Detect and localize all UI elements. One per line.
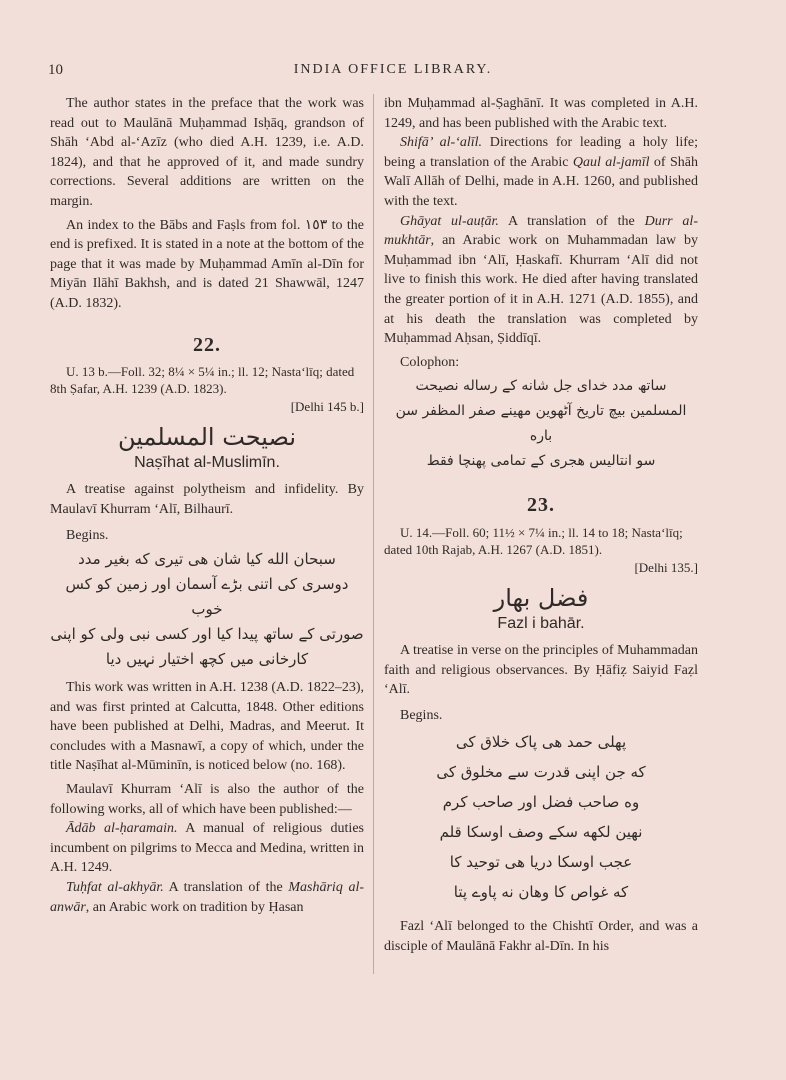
urdu-incipit — [384, 727, 698, 907]
begins-label: Begins. — [400, 707, 443, 723]
work-adab — [50, 819, 364, 878]
description: A treatise against polytheism and infidelity. By Maulavī Khurram ‘Alī, Bilhaurī. — [50, 482, 364, 517]
right-column — [384, 94, 698, 957]
urdu-incipit — [50, 547, 364, 672]
work-text: A translation of the — [163, 880, 289, 896]
paragraph-other-works: Maulavī Khurram ‘Alī is also the author of the following works, all of which have been published:— — [50, 782, 364, 817]
paragraph-editions: This work was written in A.H. 1238 (A.D. 1822–23), and was first printed at Calcutta, 1848. Other editions have been published at Delhi, Madras, and Meerut. It concludes with a Masnawī, a copy of which, under the title Naṣīhat al-Mūminīn, is noticed below (no. 168). — [50, 680, 364, 774]
paragraph-chishti: Fazl ‘Alī belonged to the Chishtī Order, and was a disciple of Maulānā Fakhr al-Dīn. In his — [384, 919, 698, 955]
work-title: Tuḥfat al-akhyār. — [66, 880, 164, 896]
urdu-line: المسلمین بیچ تاریخ آٹھوین مهینے صفر المظفر سن باره — [395, 403, 687, 445]
running-title: INDIA OFFICE LIBRARY. — [293, 62, 493, 77]
shelf-mark: [Delhi 135.] — [634, 559, 698, 575]
urdu-line: وه صاحب فضل اور صاحب کرم — [442, 793, 640, 812]
work-text: of Shāh Walī Allāh of Delhi, made in A.H. 1260, and published with the text. — [384, 154, 698, 209]
roman-title: Fazl i bahār. — [497, 614, 585, 632]
paragraph-continued: ibn Muḥammad al-Ṣaghānī. It was completed in A.H. 1249, and has been published with the Arabic text. — [384, 96, 698, 131]
work-text: , an Arabic work on Muhammadan law by Muḥammad ibn ‘Alī, Ḥaskafī. Khurram ‘Alī did not live to finish this work. He died after having translated the greater portion of it in A.H. 1271 (A.D. 1855), and at his death the translation was completed by Muḥammad Aḥsan, Ṣiddīqī. — [384, 233, 698, 347]
work-ref: Qaul al-jamīl — [572, 154, 650, 170]
work-tuhfat — [50, 878, 364, 917]
shelf-mark: [Delhi 145 b.] — [290, 399, 364, 415]
work-text: A translation of the — [498, 213, 645, 229]
urdu-line: عجب اوسکا دریا هی توحید کا — [449, 853, 633, 872]
work-title: Ghāyat ul-auṭār. — [400, 213, 499, 229]
page-number: 10 — [48, 62, 63, 78]
urdu-line: کارخانی میں کچھ اختیار نہیں دیا — [105, 650, 309, 669]
urdu-line: دوسری کی اتنی بڑے آسمان اور زمین کو کس خوب — [65, 575, 349, 619]
urdu-line: پهلی حمد هی پاک خلاق کی — [455, 733, 627, 752]
urdu-line: صورتی کے ساتھ پیدا کیا اور کسی نبی ولی کو اپنی — [50, 625, 364, 644]
begins-label: Begins. — [66, 527, 109, 543]
entry-number: 22. — [193, 333, 221, 356]
work-ref: Durr al-mukhtār — [384, 213, 698, 249]
entry-number: 23. — [527, 494, 555, 517]
entry-meta: U. 14.—Foll. 60; 11½ × 7¼ in.; ll. 14 to 18; Nasta‘līq; dated 10th Rajab, A.H. 1267 (A.D. 1851). — [384, 524, 683, 557]
urdu-line: سو انتالیس هجری کے تمامی پهنچا فقط — [426, 453, 656, 470]
left-column — [50, 94, 364, 917]
entry-meta: U. 13 b.—Foll. 32; 8¼ × 5¼ in.; ll. 12; Nasta‘līq; dated 8th Ṣafar, A.H. 1239 (A.D. 1823). — [50, 364, 355, 397]
work-text: A manual of religious duties incumbent on pilgrims to Mecca and Medina, written in A.H. 1249. — [50, 821, 364, 876]
urdu-line: که غواص کا وهان نه پاوے پتا — [453, 883, 629, 902]
running-head — [0, 62, 786, 82]
work-ghayat — [384, 212, 698, 349]
paragraph-index: An index to the Bābs and Faṣls from fol. ١٥٣ to the end is prefixed. It is stated in a note at the bottom of the page that it was made by Muḥammad Amīn al-Dīn for Miyān Ilāhī Bakhsh, and is dated 21 Shawwāl, 1247 (A.D. 1832). — [50, 217, 364, 311]
arabic-title: نصیحت المسلمین — [117, 422, 297, 451]
work-ref: Mashāriq al-anwār — [50, 880, 365, 915]
urdu-line: که جن اپنی قدرت سے مخلوق کی — [436, 763, 646, 782]
arabic-title: فضل بهار — [493, 583, 589, 612]
urdu-line: نهین لکهه سکے وصف اوسکا قلم — [439, 823, 643, 842]
urdu-line: سبحان الله کیا شان هی تیری که بغیر مدد — [78, 550, 336, 569]
description: A treatise in verse on the principles of Muhammadan faith and religious observances. By Ḥāfiẓ Saiyid Faẓl ‘Alī. — [384, 643, 698, 698]
work-title: Ādāb al-ḥaramain. — [66, 821, 178, 837]
work-shifa — [384, 133, 698, 211]
column-divider — [373, 94, 374, 974]
roman-title: Naṣīhat al-Muslimīn. — [134, 453, 280, 471]
colophon-label: Colophon: — [400, 354, 460, 370]
work-text: , an Arabic work on tradition by Ḥasan — [85, 899, 304, 915]
colophon-text — [384, 374, 698, 474]
paragraph-preface: The author states in the preface that the work was read out to Maulānā Muḥammad Isḥāq, grandson of Shāh ‘Abd al-‘Azīz (who died A.H. 1239, i.e. A.D. 1824), and that he approved of it, and made sundry corrections. Several additions are written on the margin. — [50, 96, 364, 209]
work-text: Directions for leading a holy life; being a translation of the Arabic — [384, 135, 699, 170]
work-title: Shifā’ al-‘alīl. — [400, 135, 483, 151]
urdu-line: ساتھ مدد خدای جل شانه کے رساله نصیحت — [415, 378, 667, 395]
